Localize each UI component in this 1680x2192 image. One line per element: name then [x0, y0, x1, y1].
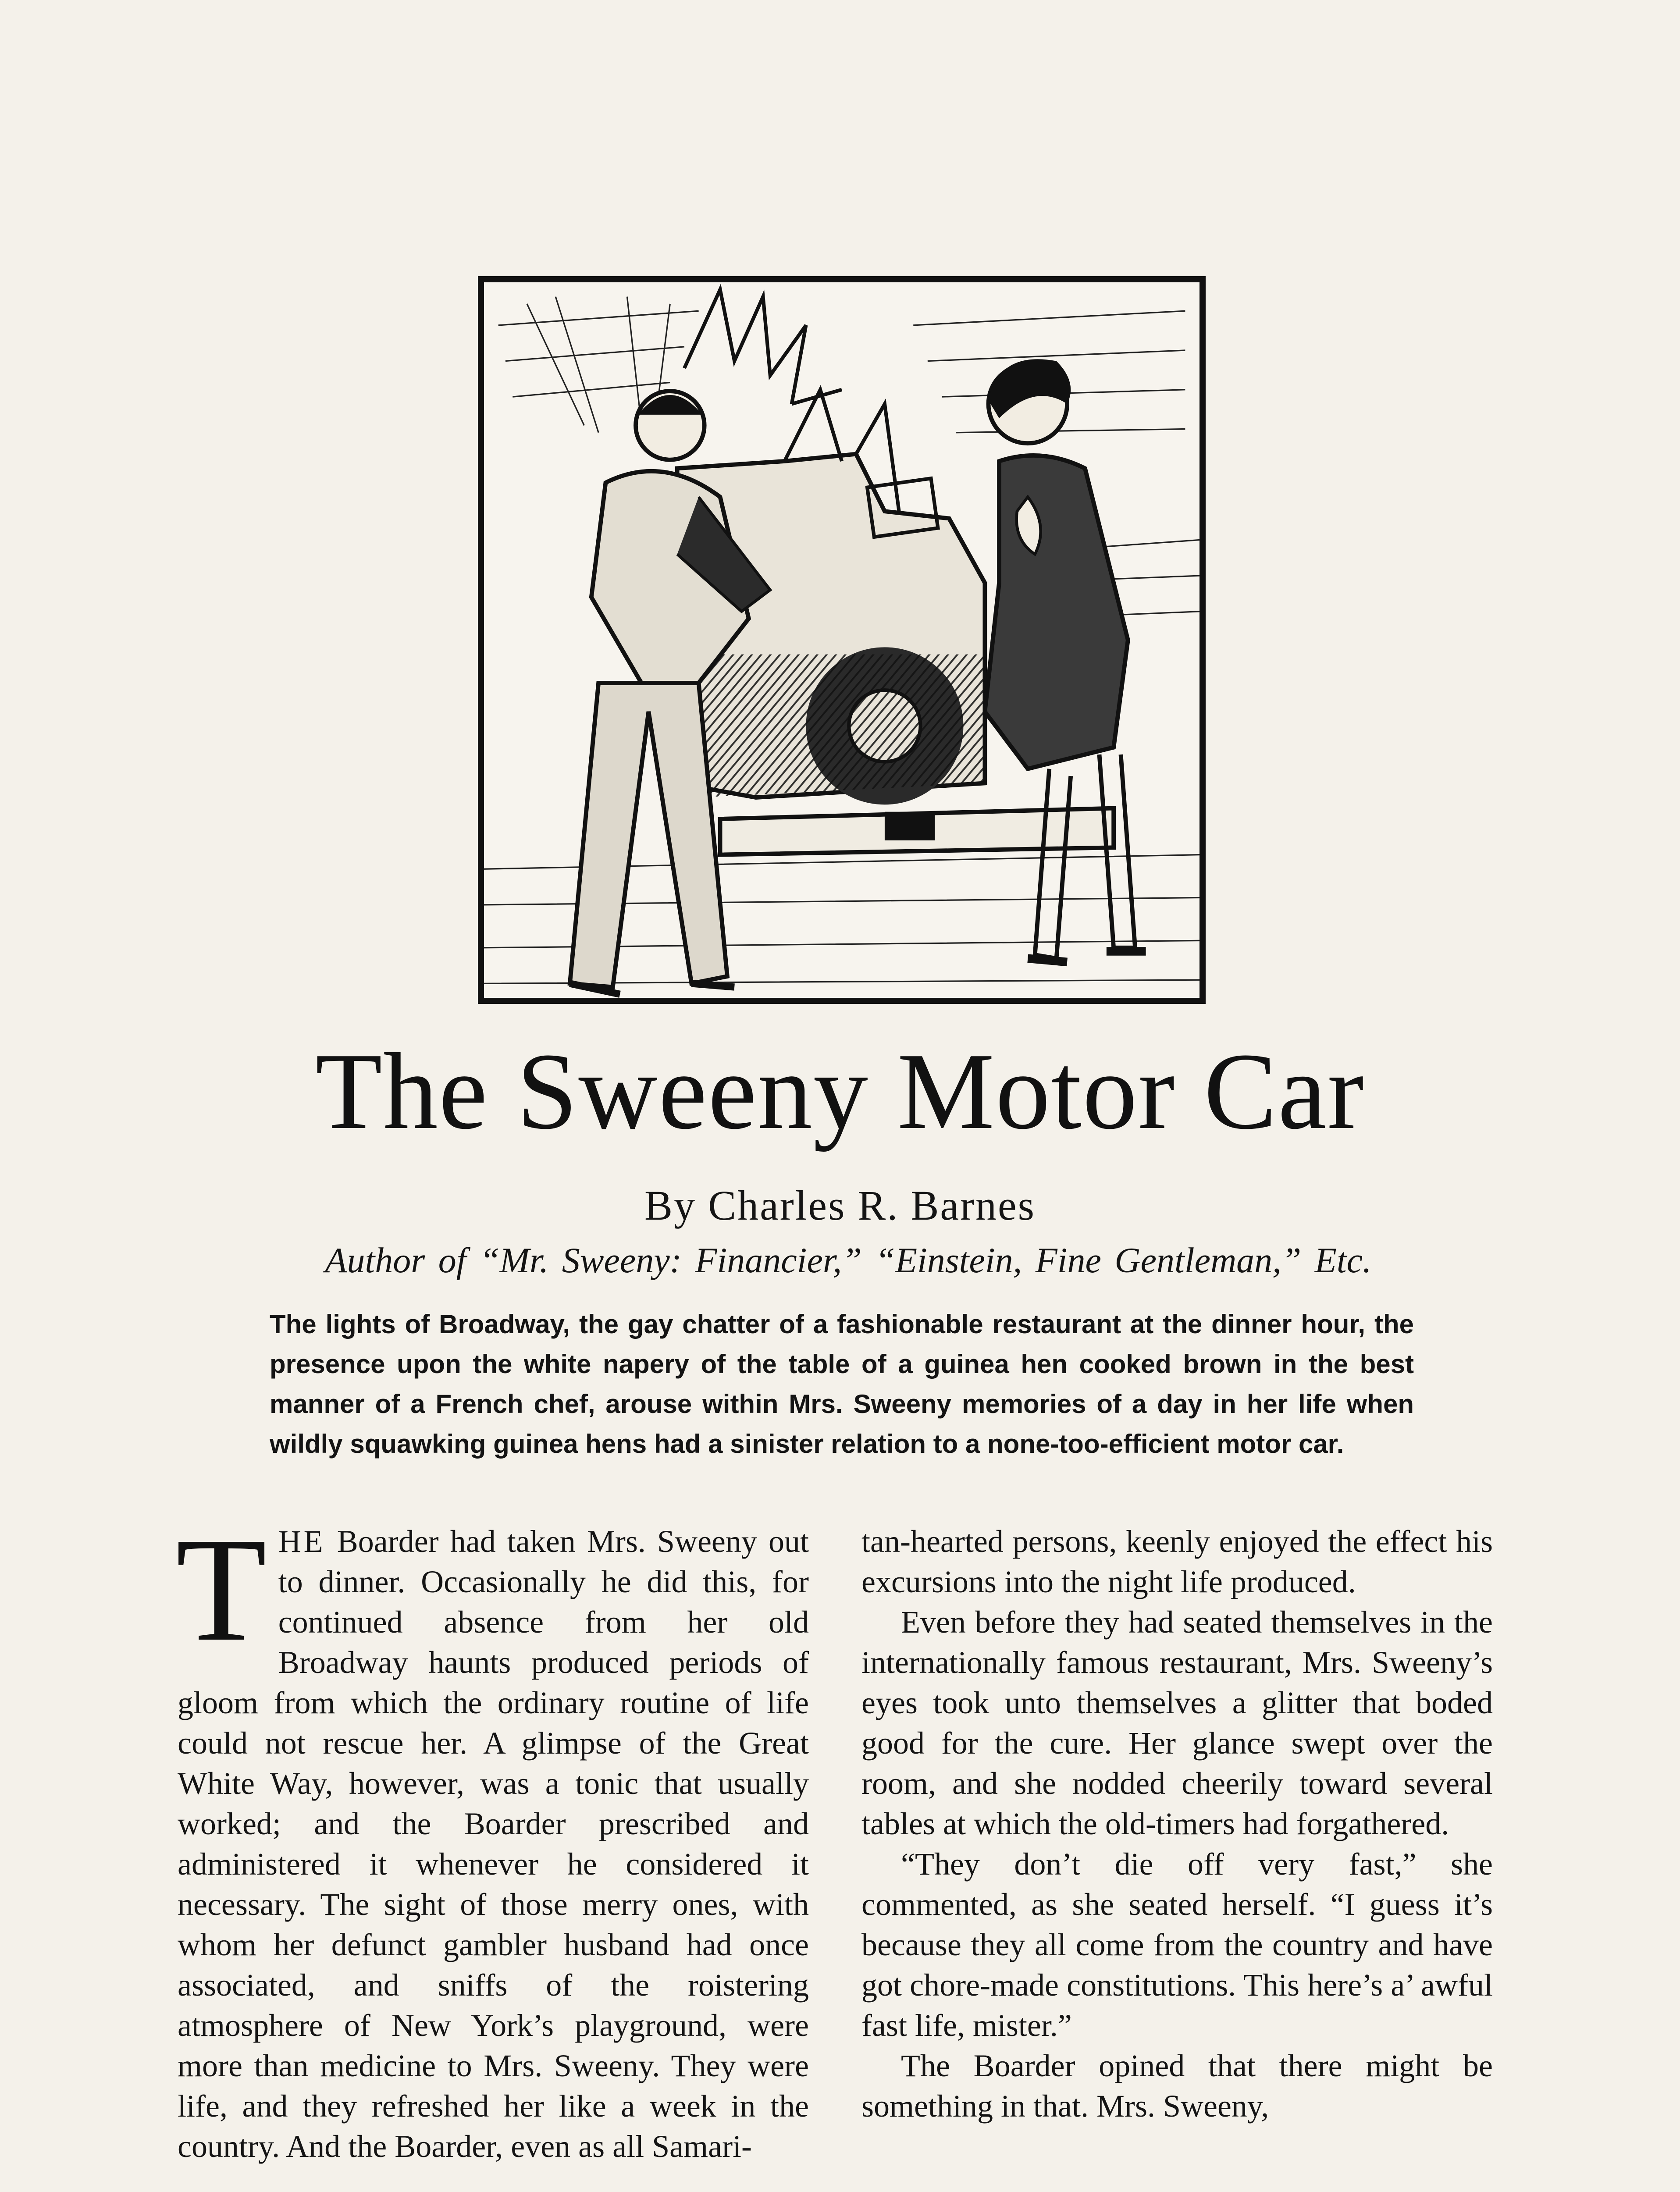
body-column-right: [861, 1521, 1493, 2126]
byline: By Charles R. Barnes: [644, 1182, 1036, 1229]
left-column-text: Boarder had taken Mrs. Sweeny out to dinner. Occasionally he did this, for continued absence from her old Broadway haunts produced periods of gloom from which the ordinary routine of life could not rescue her. A glimpse of the Great White Way, however, was a tonic that usually worked; and the Boarder prescribed and administered it whenever he considered it necessary. The sight of those merry ones, with whom her defunct gambler husband had once associated, and sniffs of the roistering atmosphere of New York’s playground, were more than medicine to Mrs. Sweeny. They were life, and they refreshed her like a week in the country. And the Boarder, even as all Samari-: [178, 1524, 809, 2164]
paragraph: tan-hearted persons, keenly enjoyed the effect his excursions into the night life produced.: [861, 1524, 1493, 1599]
story-blurb: The lights of Broadway, the gay chatter of a fashionable restaurant at the dinner hour, the presence upon the white napery of the table of a guinea hen cooked brown in the best manner of a French chef, arouse within Mrs. Sweeny memories of a day in her life when wildly squawking guinea hens had a sinister relation to a none-too-efficient motor car.: [270, 1310, 1414, 1459]
paragraph: The Boarder opined that there might be something in that. Mrs. Sweeny,: [861, 2048, 1493, 2124]
body-column-left: [176, 1507, 809, 2167]
first-word-rest: HE: [278, 1524, 326, 1559]
story-illustration: [478, 276, 1206, 1004]
article-title: The Sweeny Motor Car: [315, 1031, 1365, 1152]
paragraph: Even before they had seated themselves in the internationally famous restaurant, Mrs. Sweeny’s eyes took unto themselves a glitter that boded good for the cure. Her glance swept over the room, and she nodded cheerily toward several tables at which the old-timers had forgathered.: [861, 1605, 1493, 1841]
author-credit: Author of “Mr. Sweeny: Financier,” “Einstein, Fine Gentleman,” Etc.: [325, 1240, 1372, 1280]
paragraph: “They don’t die off very fast,” she commented, as she seated herself. “I guess it’s because they all come from the country and have got chore-made constitutions. This here’s a’ awful fast life, mister.”: [861, 1847, 1493, 2043]
illustration-drawing: [484, 282, 1199, 998]
drop-cap: T: [176, 1507, 267, 1672]
opening-paragraph: [176, 1507, 809, 2167]
